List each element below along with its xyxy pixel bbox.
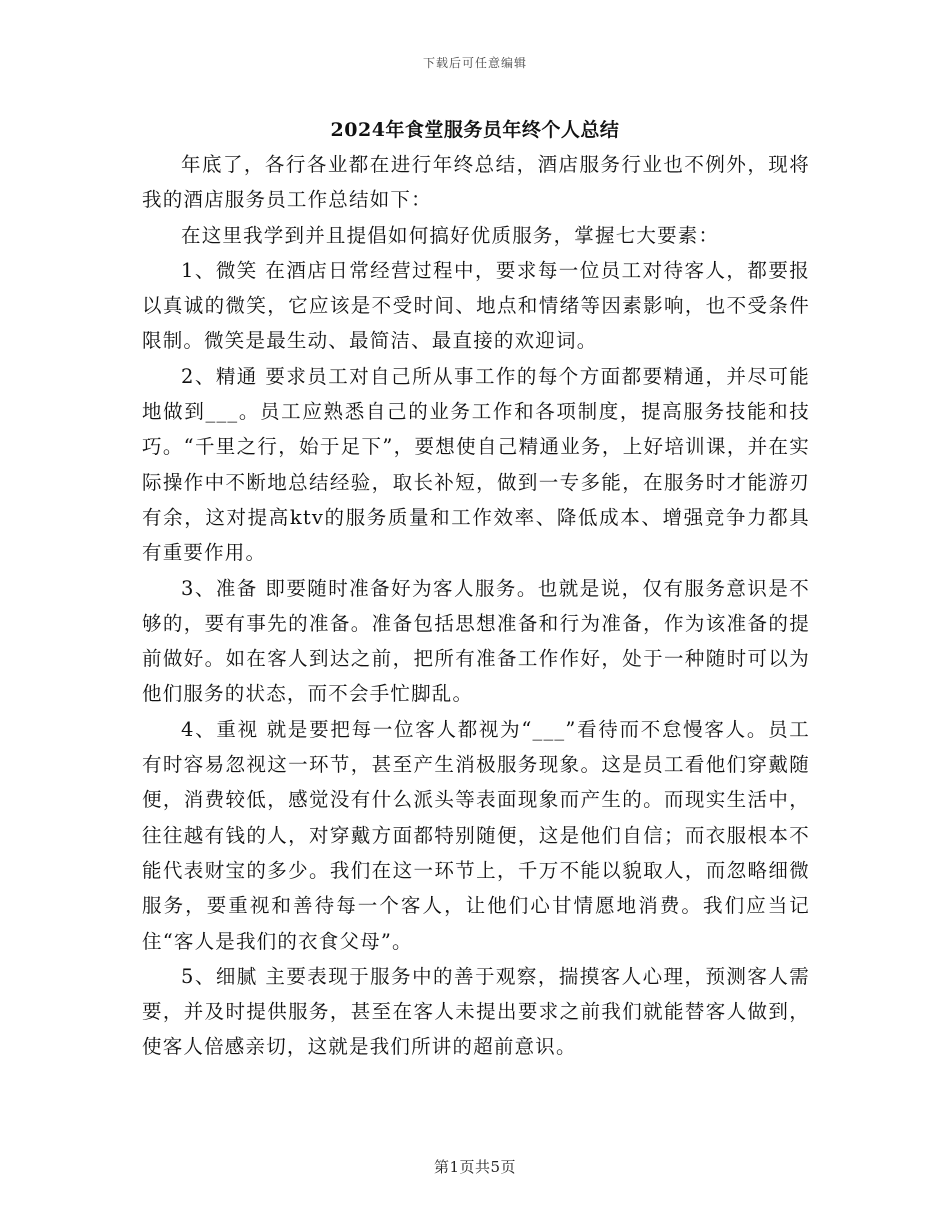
paragraph-smile: 1、微笑 在酒店日常经营过程中，要求每一位员工对待客人，都要报以真诚的微笑，它应该是不受时间、地点和情绪等因素影响，也不受条件限制。微笑是最生动、最简洁、最直接的欢迎词。 — [142, 258, 810, 353]
paragraph-attention: 4、重视 就是要把每一位客人都视为“___”看待而不怠慢客人。员工有时容易忽视这一环节，甚至产生消极服务现象。这是员工看他们穿戴随便，消费较低，感觉没有什么派头等表面现象而产生的。而现实生活中，往往越有钱的人，对穿戴方面都特别随便，这是他们自信；而衣服根本不能代表财宝的多少。我们在这一环节上，千万不能以貌取人，而忽略细微服务，要重视和善待每一个客人，让他们心甘情愿地消费。我们应当记住“客人是我们的衣食父母”。 — [142, 717, 810, 953]
paragraph-meticulous: 5、细腻 主要表现于服务中的善于观察，揣摸客人心理，预测客人需要，并及时提供服务，甚至在客人未提出要求之前我们就能替客人做到，使客人倍感亲切，这就是我们所讲的超前意识。 — [142, 964, 810, 1059]
paragraph-prepare: 3、准备 即要随时准备好为客人服务。也就是说，仅有服务意识是不够的，要有事先的准备。准备包括思想准备和行为准备，作为该准备的提前做好。如在客人到达之前，把所有准备工作作好，处于一种随时可以为他们服务的状态，而不会手忙脚乱。 — [142, 576, 810, 706]
paragraph-proficient: 2、精通 要求员工对自己所从事工作的每个方面都要精通，并尽可能地做到___。员工应熟悉自己的业务工作和各项制度，提高服务技能和技巧。“千里之行，始于足下”，要想使自己精通业务，上好培训课，并在实际操作中不断地总结经验，取长补短，做到一专多能，在服务时才能游刃有余，这对提高ktv的服务质量和工作效率、降低成本、增强竞争力都具有重要作用。 — [142, 364, 810, 565]
paragraph-elements-intro: 在这里我学到并且提倡如何搞好优质服务，掌握七大要素： — [181, 223, 720, 247]
page-indicator: 第1页共5页 — [433, 1158, 517, 1176]
document-body — [142, 147, 810, 1065]
header-note: 下载后可任意编辑 — [422, 56, 527, 70]
document-title: 2024年食堂服务员年终个人总结 — [330, 119, 620, 141]
paragraph-intro: 年底了，各行各业都在进行年终总结，酒店服务行业也不例外，现将我的酒店服务员工作总结如下： — [142, 153, 810, 212]
